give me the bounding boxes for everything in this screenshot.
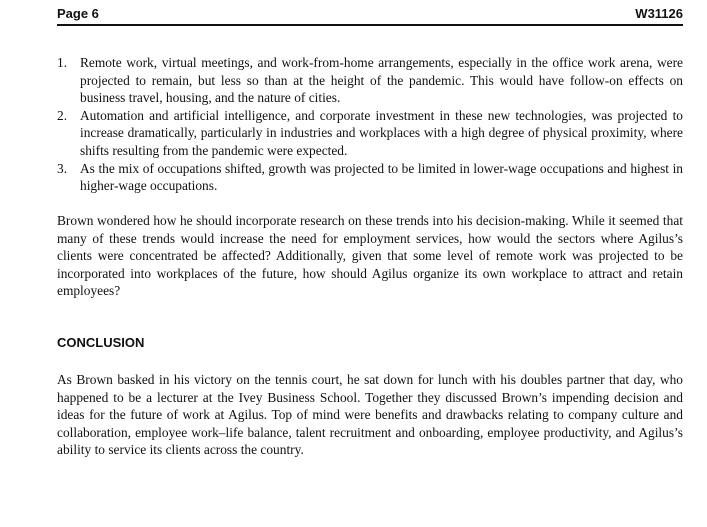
- list-item-text: As the mix of occupations shifted, growth was projected to be limited in lower-wage occupations and highest in higher-wage occupations.: [80, 160, 683, 194]
- list-item-text: Remote work, virtual meetings, and work-from-home arrangements, especially in the office work arena, were projected to remain, but less so than at the height of the pandemic. This would have follow-on effects on business travel, housing, and the nature of cities.: [80, 55, 683, 106]
- list-item-number: 1.: [57, 55, 68, 70]
- list-item-number: 3.: [57, 160, 68, 176]
- list-item: [57, 160, 683, 195]
- body-paragraph-trends: Brown wondered how he should incorporate research on these trends into his decision-making. While it seemed that many of these trends would increase the need for employment services, how would the sectors where Agilus’s clients were concentrated be affected? Additionally, given that some level of remote work was projected to be incorporated into workplaces of the future, how should Agilus organize its own workplace to attract and retain employees?: [57, 213, 683, 299]
- case-code: W31126: [635, 6, 683, 21]
- section-heading-conclusion: CONCLUSION: [57, 335, 145, 350]
- body-paragraph-conclusion: As Brown basked in his victory on the tennis court, he sat down for lunch with his doubles partner that day, who happened to be a lecturer at the Ivey Business School. Together they discussed Brown’s impending decision and ideas for the future of work at Agilus. Top of mind were benefits and drawbacks relating to company culture and collaboration, employee work–life balance, talent recruitment and onboarding, employee productivity, and Agilus’s ability to service its clients across the country.: [57, 372, 683, 458]
- page-header: [57, 6, 683, 26]
- page-number: Page 6: [57, 6, 99, 21]
- numbered-list: [57, 54, 683, 195]
- list-item-text: Automation and artificial intelligence, and corporate investment in these new technologies, was projected to increase dramatically, particularly in industries and workplaces with a high degree of physical proximity, where shifts resulting from the pandemic were expected.: [80, 107, 683, 158]
- list-item: [57, 54, 683, 107]
- list-item-number: 2.: [57, 107, 68, 123]
- list-item: [57, 107, 683, 160]
